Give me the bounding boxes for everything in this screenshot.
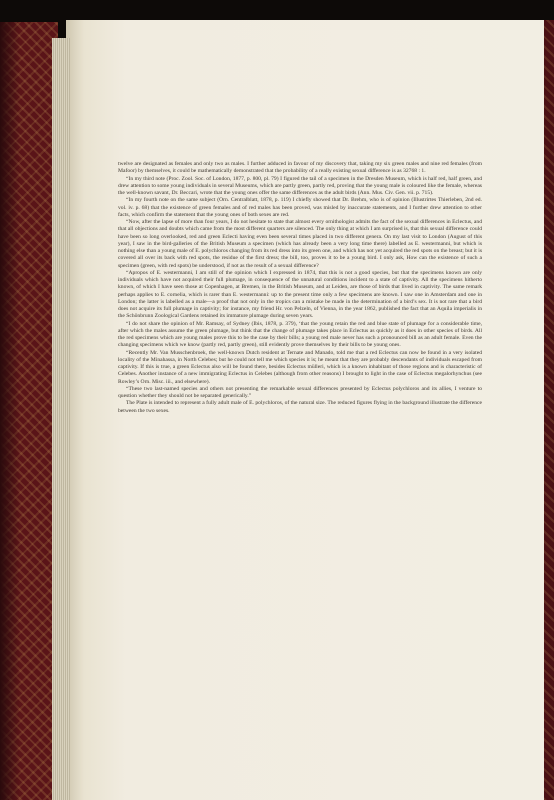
- paragraph: “In my third note (Proc. Zool. Soc. of London, 1877, p. 800, pl. 79) I figured the tail of a specimen in the Dresden Museum, which is half red, half green, and drew attention to some young individuals in several Museums, which are partly green, partly red, proving that the young male is coloured like the female, whereas the well-known savant, Dr. Beccari, wrote that the young ones offer the same differences as the adult birds (Ann. Mus. Civ. Gen. vii. p. 715).: [118, 175, 482, 196]
- paragraph: twelve are designated as females and only two as males. I further adduced in favour of my discovery that, taking my six green males and nine red females (from Mafoor) by themselves, it could be mathematically demonstrated that the probability of a really existing sexual difference is as 32768 : 1.: [118, 161, 482, 175]
- paragraph: “Recently Mr. Van Musschenbroek, the well-known Dutch resident at Ternate and Manado, told me that a red Eclectus can now be found in a very isolated locality of the Minahassa, in North Celebes; but he could not tell me which species it is; he meant that they are probably descendants of individuals escaped from captivity. If this is true, a green Eclectus also will be found there, besides Eclectus mülleri, which is a known inhabitant of those regions and is characteristic of Celebes. Another instance of a new immigrating Eclectus in Celebes (although from other reasons) I brought to light in the case of Eclectus megalorhynchus (see Rowley’s Orn. Misc. iii., and elsewhere).: [118, 349, 482, 385]
- paragraph: “In my fourth note on the same subject (Orn. Centralblatt, 1878, p. 119) I chiefly showed that Dr. Brehm, who is of opinion (Illustrirtes Thierleben, 2nd ed. vol. iv. p. 68) that the existence of green females and of red males has been proved, was misled by inaccurate statements, and I further drew attention to other facts, which confirm the statement that the young ones of both sexes are red.: [118, 197, 482, 218]
- paragraph: “Now, after the lapse of more than four years, I do not hesitate to state that almost every ornithologist admits the fact of the sexual differences in Eclectus, and that all objections and doubts which came from the most different quarters are silenced. The only thing at which I am surprised is, that this sexual difference could have been so long overlooked, red and green Eclecti having even been several times placed in two different genera. On my last visit to London (August of this year), I saw in the bird-galleries of the British Museum a specimen (which has already been a very long time there) labelled as E. westermanni, but which is nothing else than a young male of E. polychloros changing from its red dress into its green one, and which has not yet acquired the red spots on the breast; but it is covered all over its back with red spots, the residue of the first dress; the bill, too, proves it to be a young bird. I only ask, How can the existence of such a specimen (green, with red spots) be understood, if not as the result of a sexual difference?: [118, 219, 482, 269]
- paragraph: “I do not share the opinion of Mr. Ramsay, of Sydney (Ibis, 1878, p. 379), ‘that the young retain the red and blue state of plumage for a considerable time, after which the males assume the green plumage, but think that the change of plumage takes place in Eclectus as quickly as it does in other species of birds. All the red specimens which are young males prove this to be the case by their bills; a young red male never has such a pronounced bill as an adult female. Even the changing specimens which we know (partly red, partly green), still evidently prove themselves by their bills to be young ones.: [118, 320, 482, 349]
- left-cover-shadow: [0, 22, 20, 800]
- paragraph: “Apropos of E. westermanni, I am still of the opinion which I expressed in 1874, that this is not a good species, but that the specimens known are only individuals which have not acquired their full plumage, in consequence of the unnatural conditions incident to a state of captivity. All the specimens hitherto known, of which I have seen those at Copenhagen, at Bremen, in the British Museum, and at Leiden, are those of birds that lived in captivity. The same remark perhaps applies to E. cornelia, which is rarer than E. westermanni: up to the present time only a few specimens are known. I saw one in Amsterdam and one in London; the latter is labelled as a male—a proof that not only in the tropics can a mistake be made in the determination of a bird’s sex. It is not rare that a bird does not acquire its full plumage in captivity; for instance, my friend Hr. von Pelzeln, of Vienna, in the year 1862, published the fact that an Aquila imperialis in the Schönbrunn Zoological Gardens retained its immature plumage during seven years.: [118, 269, 482, 320]
- paragraph: “These two last-named species and others not presenting the remarkable sexual differences presented by Eclectus polychloros and its allies, I venture to question whether they should not be separated generically.”: [118, 385, 482, 399]
- body-text: [118, 161, 482, 415]
- paragraph: The Plate is intended to represent a fully adult male of E. polychloros, of the natural size. The reduced figures flying in the background illustrate the difference between the two sexes.: [118, 400, 482, 414]
- page-edges: [52, 38, 70, 800]
